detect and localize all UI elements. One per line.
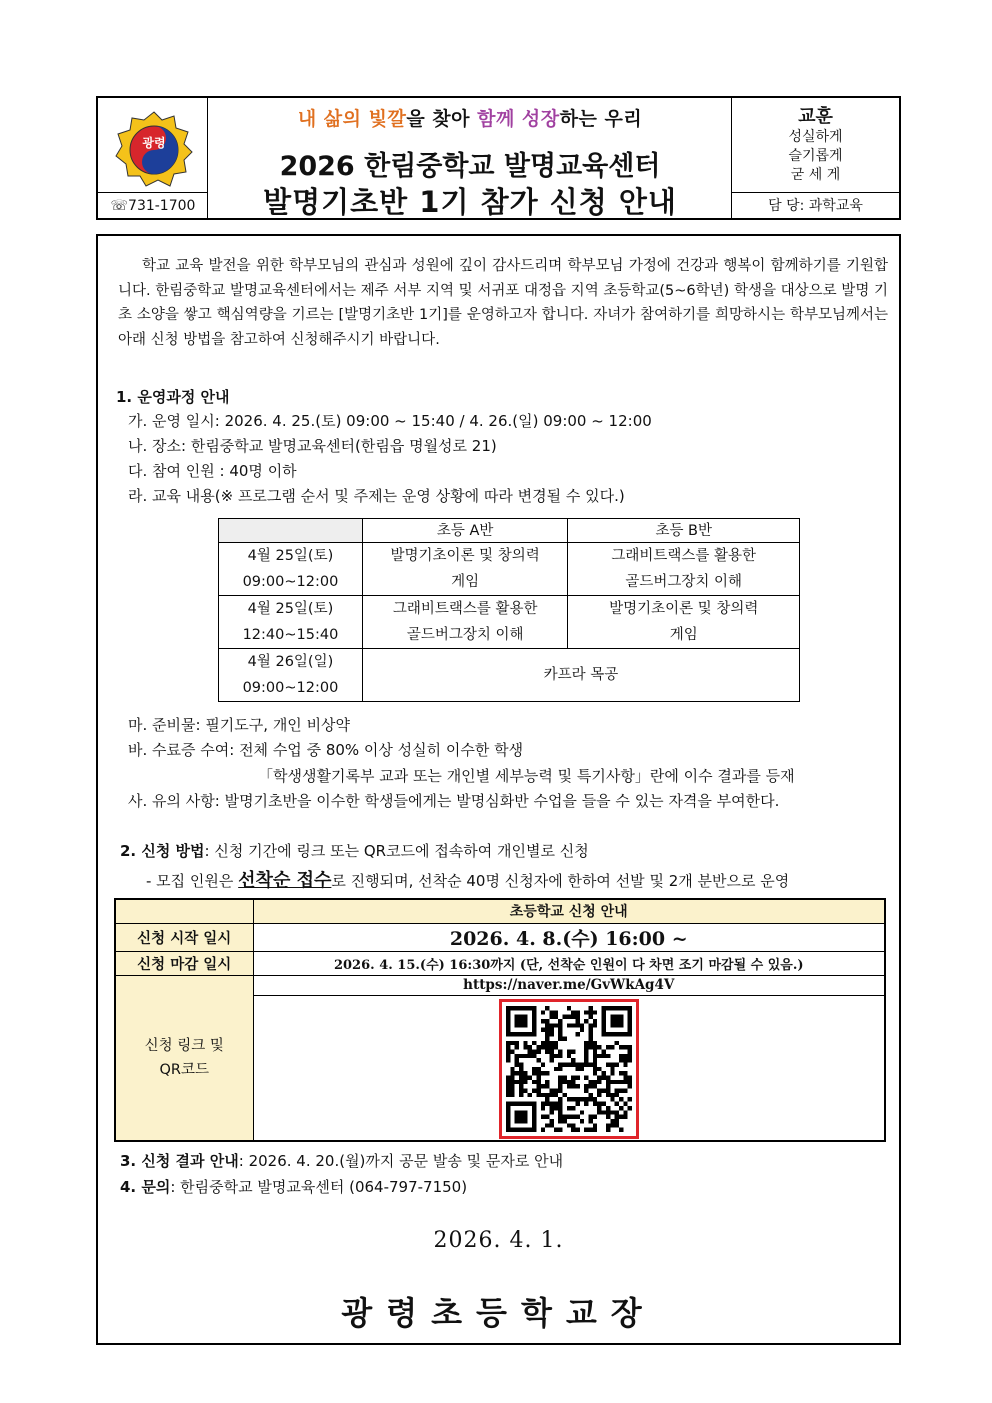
class-a-topic: 골드버그장치 이해 bbox=[406, 627, 524, 643]
column-header-b: 초등 B반 bbox=[568, 519, 800, 543]
school-emblem-cell bbox=[98, 98, 208, 220]
link-label-cell bbox=[115, 975, 253, 1141]
section-3-heading: 3. 신청 결과 안내 bbox=[120, 1152, 239, 1170]
class-a-cell bbox=[362, 596, 568, 649]
column-header-a: 초등 A반 bbox=[362, 519, 568, 543]
phone-number: ☏731-1700 bbox=[98, 192, 208, 220]
table-title: 초등학교 신청 안내 bbox=[253, 899, 885, 923]
motto-item: 슬기롭게 bbox=[788, 148, 843, 164]
section-2-note bbox=[146, 866, 789, 892]
section-4-text: : 한림중학교 발명교육센터 (064-797-7150) bbox=[170, 1178, 468, 1196]
motto-heading: 교훈 bbox=[798, 106, 833, 127]
item-content: 라. 교육 내용(※ 프로그램 순서 및 주제는 운영 상황에 따라 변경될 수 있다.) bbox=[128, 487, 625, 505]
class-a-topic: 게임 bbox=[451, 574, 480, 590]
class-b-topic: 게임 bbox=[669, 627, 698, 643]
intro-paragraph: 학교 교육 발전을 위한 학부모님의 관심과 성원에 깊이 감사드리며 학부모님 가정에 건강과 행복이 함께하기를 기원합니다. 한림중학교 발명교육센터에서는 제주 서부 지역 및 서귀포 대정읍 지역 초등학교(5~6학년) 학생을 대상으로 발명 기초 소양을 쌓고 핵심역량을 기르는 [발명기초반 1기]를 운영하고자 합니다. 자녀가 참여하기를 희망하시는 학부모님께서는 아래 신청 방법을 참고하여 신청해주시기 바랍니다. bbox=[118, 258, 888, 348]
qr-label: QR코드 bbox=[159, 1061, 209, 1078]
slogan-part-2: 을 찾아 bbox=[406, 108, 478, 130]
qr-code-icon bbox=[506, 1006, 632, 1132]
session-time: 12:40~15:40 bbox=[242, 627, 339, 643]
item-supplies: 마. 준비물: 필기도구, 개인 비상약 bbox=[128, 716, 351, 734]
link-label: 신청 링크 및 bbox=[144, 1037, 224, 1054]
date-cell bbox=[219, 596, 363, 649]
class-a-topic: 발명기초이론 및 창의력 bbox=[390, 548, 540, 564]
section-1-heading: 1. 운영과정 안내 bbox=[116, 388, 230, 406]
item-certificate-note: 「학생생활기록부 교과 또는 개인별 세부능력 및 특기사항」란에 이수 결과를 등재 bbox=[258, 767, 795, 785]
first-come-emphasis: 선착순 접수 bbox=[238, 870, 332, 891]
class-a-cell bbox=[362, 543, 568, 596]
title-block bbox=[208, 98, 732, 220]
table-row bbox=[115, 975, 885, 995]
document-date: 2026. 4. 1. bbox=[433, 1228, 564, 1253]
table-header-row bbox=[219, 519, 800, 543]
date-cell bbox=[219, 649, 363, 702]
section-3-text: : 2026. 4. 20.(월)까지 공문 발송 및 문자로 안내 bbox=[238, 1152, 564, 1170]
table-corner-cell bbox=[115, 899, 253, 923]
class-b-topic: 골드버그장치 이해 bbox=[625, 574, 743, 590]
table-row bbox=[219, 596, 800, 649]
application-table bbox=[114, 898, 886, 1142]
class-a-topic: 그래비트랙스를 활용한 bbox=[392, 601, 538, 617]
table-header-row bbox=[115, 899, 885, 923]
session-date: 4월 26일(일) bbox=[247, 654, 334, 670]
title-line-2: 발명기초반 1기 참가 신청 안내 bbox=[263, 185, 677, 219]
table-row bbox=[115, 951, 885, 975]
motto-list bbox=[732, 128, 899, 185]
item-capacity: 다. 참여 인원 : 40명 이하 bbox=[128, 462, 297, 480]
section-4-line bbox=[120, 1176, 467, 1197]
document-header bbox=[96, 96, 901, 220]
item-location: 나. 장소: 한림중학교 발명교육센터(한림읍 명월성로 21) bbox=[128, 437, 497, 455]
motto-item: 성실하게 bbox=[788, 129, 843, 145]
class-b-topic: 그래비트랙스를 활용한 bbox=[611, 548, 757, 564]
motto-cell bbox=[731, 98, 899, 220]
start-label: 신청 시작 일시 bbox=[115, 923, 253, 951]
note-suffix: 로 진행되며, 선착순 40명 신청자에 한하여 선발 및 2개 분반으로 운영 bbox=[331, 872, 790, 890]
motto-item: 굳 세 게 bbox=[790, 167, 841, 183]
table-row bbox=[219, 649, 800, 702]
slogan-part-3: 함께 성장 bbox=[477, 108, 560, 130]
item-schedule: 가. 운영 일시: 2026. 4. 25.(토) 09:00 ~ 15:40 / 4. 26.(일) 09:00 ~ 12:00 bbox=[128, 412, 652, 430]
session-date: 4월 25일(토) bbox=[247, 601, 334, 617]
section-3-line bbox=[120, 1150, 563, 1171]
school-slogan bbox=[208, 104, 732, 131]
item-certificate: 바. 수료증 수여: 전체 수업 중 80% 이상 성실히 이수한 학생 bbox=[128, 741, 524, 759]
session-time: 09:00~12:00 bbox=[242, 574, 339, 590]
emblem-text: 광령 bbox=[142, 136, 166, 150]
school-emblem-icon bbox=[114, 110, 194, 188]
application-link[interactable]: https://naver.me/GvWkAg4V bbox=[253, 975, 885, 995]
qr-cell bbox=[253, 995, 885, 1141]
section-4-heading: 4. 문의 bbox=[120, 1178, 171, 1196]
end-label: 신청 마감 일시 bbox=[115, 951, 253, 975]
class-b-cell bbox=[568, 596, 800, 649]
document-body bbox=[96, 234, 901, 1345]
class-b-cell bbox=[568, 543, 800, 596]
slogan-part-1: 내 삶의 빛깔 bbox=[297, 108, 407, 130]
table-row bbox=[115, 923, 885, 951]
qr-code-frame[interactable] bbox=[499, 999, 639, 1139]
date-cell bbox=[219, 543, 363, 596]
note-prefix: - 모집 인원은 bbox=[146, 872, 239, 890]
table-corner-cell bbox=[219, 519, 363, 543]
start-value: 2026. 4. 8.(수) 16:00 ~ bbox=[253, 923, 885, 951]
section-2-line bbox=[120, 840, 589, 861]
item-caution: 사. 유의 사항: 발명기초반을 이수한 학생들에게는 발명심화반 수업을 들을 수 있는 자격을 부여한다. bbox=[128, 792, 780, 810]
session-date: 4월 25일(토) bbox=[247, 548, 334, 564]
section-2-heading: 2. 신청 방법 bbox=[120, 842, 205, 860]
section-2-text: : 신청 기간에 링크 또는 QR코드에 접속하여 개인별로 신청 bbox=[204, 842, 589, 860]
department-in-charge: 담 당: 과학교육 bbox=[732, 192, 899, 220]
table-row bbox=[219, 543, 800, 596]
merged-class-cell: 카프라 목공 bbox=[362, 649, 799, 702]
signer-title: 광령초등학교장 bbox=[341, 1294, 656, 1332]
class-b-topic: 발명기초이론 및 창의력 bbox=[609, 601, 759, 617]
session-time: 09:00~12:00 bbox=[242, 680, 339, 696]
slogan-part-4: 하는 우리 bbox=[559, 108, 643, 130]
end-value: 2026. 4. 15.(수) 16:30까지 (단, 선착순 인원이 다 차면 조기 마감될 수 있음.) bbox=[253, 951, 885, 975]
title-line-1: 2026 한림중학교 발명교육센터 bbox=[279, 151, 661, 182]
schedule-table bbox=[218, 518, 800, 702]
